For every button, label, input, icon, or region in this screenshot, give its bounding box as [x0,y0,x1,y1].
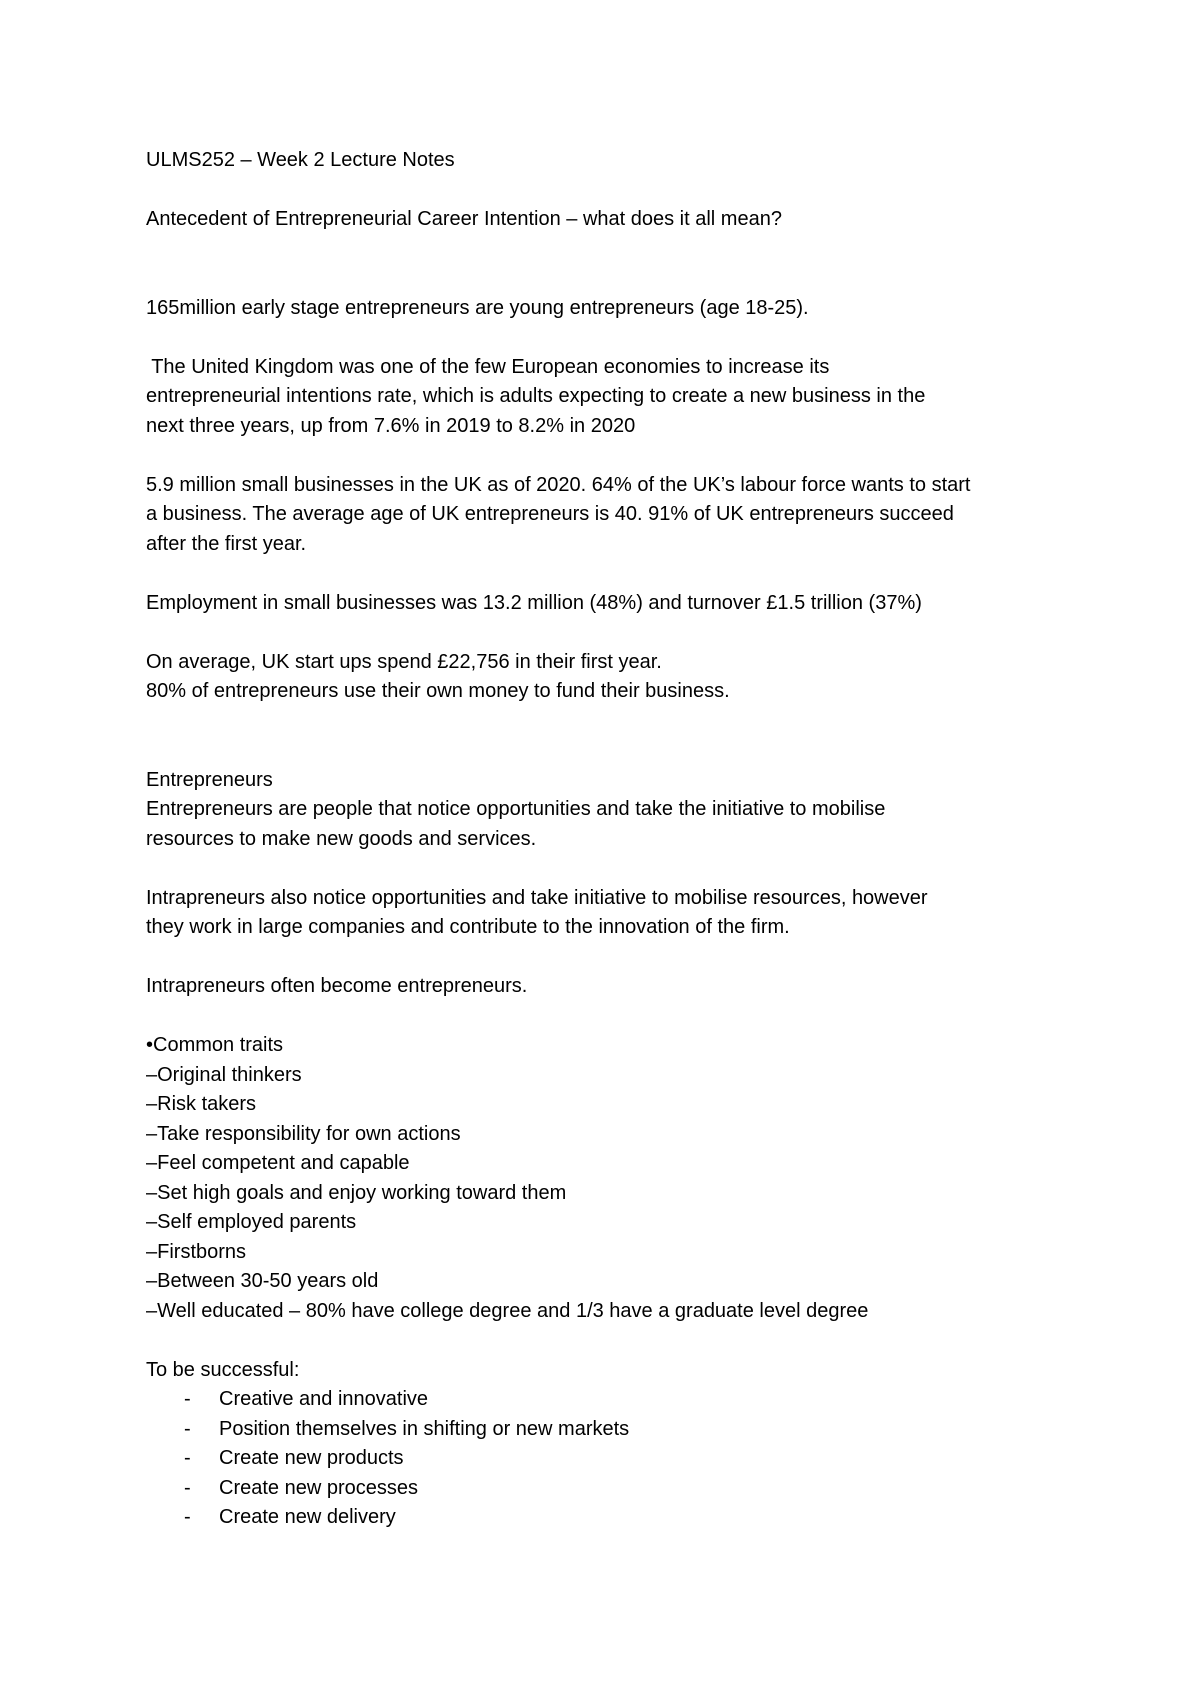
entrepreneurs-heading: Entrepreneurs [146,768,273,791]
spacer [146,943,1086,973]
paragraph-line: On average, UK start ups spend £22,756 in their first year. [146,650,662,673]
paragraph-line: after the first year. [146,532,307,555]
spacer [146,323,1086,353]
document-subtitle: Antecedent of Entrepreneurial Career Intention – what does it all mean? [146,208,782,230]
entrepreneurs-definition [146,795,1086,854]
list-item-text: Create new processes [219,1476,418,1499]
list-item-text: Create new delivery [219,1506,396,1528]
paragraph-line: they work in large companies and contribute to the innovation of the firm. [146,916,790,938]
spacer [146,559,1086,589]
trait-item: –Take responsibility for own actions [146,1122,461,1145]
employment-paragraph: Employment in small businesses was 13.2 million (48%) and turnover £1.5 trillion (37%) [146,591,922,614]
paragraph-line: 80% of entrepreneurs use their own money to fund their business. [146,680,730,702]
paragraph-line: resources to make new goods and services. [146,827,537,850]
trait-item: –Original thinkers [146,1063,302,1086]
trait-item: –Risk takers [146,1093,257,1115]
document-title: ULMS252 – Week 2 Lecture Notes [146,149,455,171]
list-item [146,1474,1086,1504]
document-body [146,146,1086,1533]
dash-bullet: - [184,1417,191,1440]
trait-item: –Set high goals and enjoy working toward them [146,1181,567,1204]
paragraph-line: 5.9 million small businesses in the UK as of 2020. 64% of the UK’s labour force wants to start [146,473,971,496]
list-item [146,1444,1086,1474]
trait-item: –Feel competent and capable [146,1152,410,1174]
spacer [146,176,1086,206]
trait-item: –Self employed parents [146,1211,357,1233]
uk-intentions-paragraph [146,353,1086,442]
uk-small-business-paragraph [146,471,1086,560]
paragraph-line: next three years, up from 7.6% in 2019 to 8.2% in 2020 [146,414,636,437]
success-list [146,1385,1086,1533]
paragraph-line: entrepreneurial intentions rate, which is adults expecting to create a new business in the [146,385,926,407]
paragraph-line: Entrepreneurs are people that notice opportunities and take the initiative to mobilise [146,798,886,820]
trait-item: –Firstborns [146,1240,247,1263]
dash-bullet: - [184,1476,191,1499]
spacer [146,707,1086,766]
traits-heading: •Common traits [146,1034,284,1056]
list-item [146,1503,1086,1533]
dash-bullet: - [184,1447,191,1469]
startup-spend-paragraph [146,648,1086,707]
list-item [146,1415,1086,1445]
traits-list [146,1061,1086,1327]
spacer [146,235,1086,294]
success-heading: To be successful: [146,1358,300,1381]
list-item [146,1385,1086,1415]
trait-item: –Well educated – 80% have college degree and 1/3 have a graduate level degree [146,1299,869,1322]
spacer [146,1002,1086,1032]
paragraph-line: Intrapreneurs also notice opportunities and take initiative to mobilise resources, however [146,886,928,909]
list-item-text: Create new products [219,1447,404,1469]
list-item-text: Position themselves in shifting or new markets [219,1417,630,1440]
spacer [146,1326,1086,1356]
intrapreneurs-note: Intrapreneurs often become entrepreneurs. [146,975,528,997]
stat-young-entrepreneurs: 165million early stage entrepreneurs are young entrepreneurs (age 18-25). [146,296,809,319]
trait-item: –Between 30-50 years old [146,1270,379,1292]
spacer [146,854,1086,884]
paragraph-line: The United Kingdom was one of the few European economies to increase its [146,355,830,378]
list-item-text: Creative and innovative [219,1388,429,1410]
spacer [146,441,1086,471]
intrapreneurs-definition [146,884,1086,943]
spacer [146,618,1086,648]
paragraph-line: a business. The average age of UK entrepreneurs is 40. 91% of UK entrepreneurs succeed [146,503,954,525]
dash-bullet: - [184,1388,191,1410]
dash-bullet: - [184,1506,191,1528]
